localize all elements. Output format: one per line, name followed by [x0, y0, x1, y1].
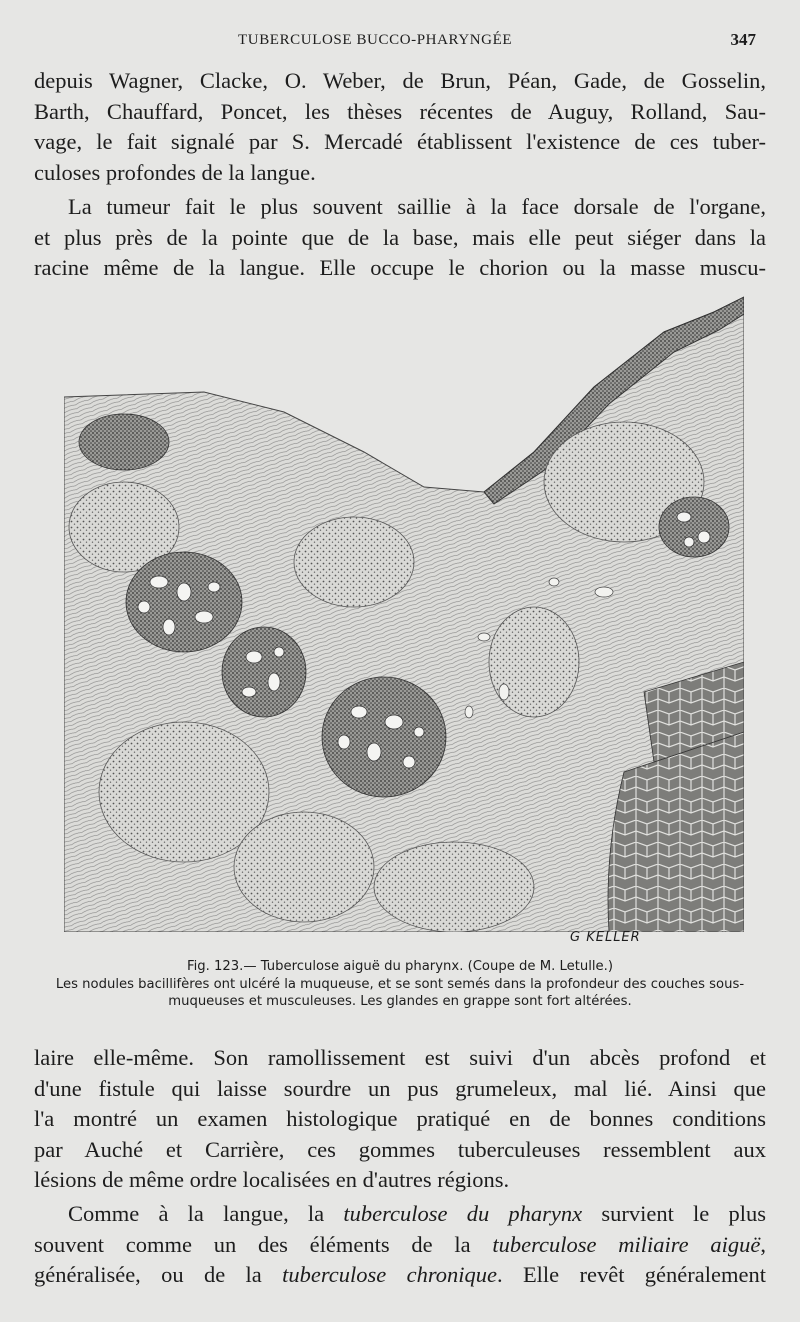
text-run: , — [760, 1231, 767, 1257]
emphasis: tuberculose du pharynx — [343, 1201, 583, 1226]
text-line: et plus près de la pointe que de la base, mais elle peut siéger dans la — [34, 224, 766, 250]
text-line: laire elle-même. Son ramollissement est suivi d'un abcès profond et — [34, 1045, 766, 1070]
running-title: TUBERCULOSE BUCCO-PHARYNGÉE — [238, 32, 513, 48]
text-line — [34, 1260, 766, 1291]
text-run: . Elle revêt généralement — [496, 1262, 766, 1287]
text-line — [34, 1230, 766, 1261]
text-run: Comme à la langue, la — [68, 1201, 344, 1226]
text-line: par Auché et Carrière, ces gommes tuberculeuses ressemblent aux — [34, 1136, 766, 1162]
paragraph-3 — [34, 1043, 766, 1196]
text-line: La tumeur fait le plus souvent saillie à la face dorsale de l'organe, — [68, 194, 766, 219]
emphasis: tuberculose miliaire aiguë — [492, 1231, 761, 1257]
paragraph-4 — [34, 1199, 766, 1291]
text-line: culoses profondes de la langue. — [34, 159, 316, 185]
emphasis: tuberculose chronique — [282, 1262, 497, 1287]
text-line — [34, 1199, 766, 1230]
histology-illustration — [64, 292, 744, 932]
text-line: lésions de même ordre localisées en d'autres régions. — [34, 1167, 510, 1192]
illustrator-signature: G KELLER — [570, 930, 641, 945]
text-line: d'une fistule qui laisse sourdre un pus grumeleux, mal lié. Ainsi que — [34, 1075, 766, 1101]
text-line: l'a montré un examen histologique pratiqué en de bonnes conditions — [34, 1106, 766, 1131]
paragraph-1 — [34, 66, 766, 188]
caption-body: Les nodules bacillifères ont ulcéré la muqueuse, et se sont semés dans la profondeur des couches sous-muqueuses et musculeuses. Les glandes en grappe sont fort altérées. — [55, 976, 745, 1009]
text-line: depuis Wagner, Clacke, O. Weber, de Brun, Péan, Gade, de Gosselin, — [34, 68, 766, 93]
text-line: racine même de la langue. Elle occupe le chorion ou la masse muscu- — [34, 255, 766, 280]
paragraph-2 — [34, 192, 766, 284]
text-run: survient le plus — [582, 1201, 767, 1226]
page-number: 347 — [730, 30, 756, 49]
text-run: souvent comme un des éléments de la — [34, 1231, 493, 1257]
page-header — [0, 30, 800, 56]
histology-figure — [64, 292, 744, 932]
text-run: généralisée, ou de la — [34, 1262, 283, 1287]
text-line: Barth, Chauffard, Poncet, les thèses récentes de Auguy, Rolland, Sau- — [34, 98, 766, 124]
caption-title: Fig. 123.— Tuberculose aiguë du pharynx. (Coupe de M. Letulle.) — [186, 959, 614, 974]
figure-caption — [40, 958, 760, 1011]
text-line: vage, le fait signalé par S. Mercadé établissent l'existence de ces tuber- — [34, 129, 766, 154]
